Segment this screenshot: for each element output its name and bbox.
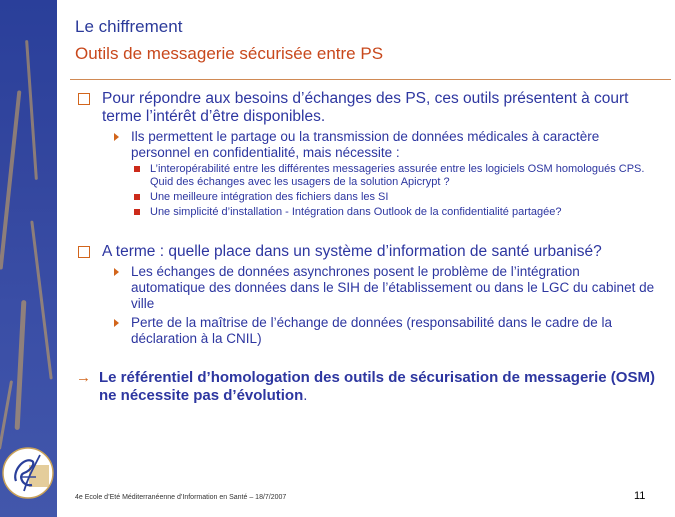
bullet-level3 xyxy=(134,191,656,204)
title-divider xyxy=(70,79,671,80)
bullet-level3 xyxy=(134,163,656,189)
slide-footer: 4e Ecole d’Eté Méditerranéenne d’Information en Santé – 18/7/2007 xyxy=(75,494,287,501)
slide-title: Le chiffrement xyxy=(75,17,183,36)
decorative-sidebar xyxy=(0,0,57,517)
square-bullet-icon xyxy=(134,194,140,200)
sidebar-streak xyxy=(30,220,52,379)
bullet-text: Pour répondre aux besoins d’échanges des PS, ces outils présentent à court terme l’intérêt d’être disponibles. xyxy=(102,90,629,125)
square-bullet-icon xyxy=(134,209,140,215)
sidebar-streak xyxy=(25,40,38,180)
bullet-text: Les échanges de données asynchrones posent le problème de l’intégration automatique des données dans le SIH de l’établissement ou dans le LGC du cabinet de ville xyxy=(131,264,655,311)
bullet-text: Perte de la maîtrise de l’échange de données (responsabilité dans le cadre de la déclaration à la CNIL) xyxy=(131,315,613,346)
conclusion-bold: Le référentiel d’homologation des outils de sécurisation de messagerie (OSM) ne nécessite pas d’évolution xyxy=(99,369,655,404)
sidebar-streak xyxy=(15,300,27,430)
bullet-level3 xyxy=(134,206,656,219)
bullet-text: A terme : quelle place dans un système d’information de santé urbanisé? xyxy=(102,243,602,260)
bullet-level2 xyxy=(112,129,656,161)
bullet-text: L’interopérabilité entre les différentes messageries assurée entre les logiciels OSM homologués CPS. Quid des échanges avec les usagers de la solution Apicrypt ? xyxy=(150,163,645,188)
slide-subtitle: Outils de messagerie sécurisée entre PS xyxy=(75,44,384,63)
sidebar-streak xyxy=(0,90,21,269)
square-bullet-icon xyxy=(134,166,140,172)
checkbox-bullet-icon xyxy=(78,246,90,258)
triangle-bullet-icon xyxy=(114,133,119,141)
school-logo-icon xyxy=(2,447,54,499)
conclusion xyxy=(76,369,656,405)
triangle-bullet-icon xyxy=(114,319,119,327)
bullet-text: Une meilleure intégration des fichiers dans les SI xyxy=(150,191,389,203)
conclusion-period: . xyxy=(303,387,308,404)
bullet-level2 xyxy=(112,315,656,347)
bullet-level1 xyxy=(76,90,656,126)
bullet-text: Une simplicité d’installation - Intégration dans Outlook de la confidentialité partagée? xyxy=(150,206,562,218)
triangle-bullet-icon xyxy=(114,268,119,276)
checkbox-bullet-icon xyxy=(78,93,90,105)
arrow-right-icon: → xyxy=(76,369,91,386)
bullet-level2 xyxy=(112,264,656,312)
bullet-text: Ils permettent le partage ou la transmission de données médicales à caractère personnel en confidentialité, mais nécessite : xyxy=(131,129,600,160)
slide-content xyxy=(76,90,656,405)
page-number: 11 xyxy=(634,490,646,502)
conclusion-text xyxy=(99,369,656,405)
sidebar-streak xyxy=(0,380,13,449)
bullet-level1 xyxy=(76,243,656,261)
